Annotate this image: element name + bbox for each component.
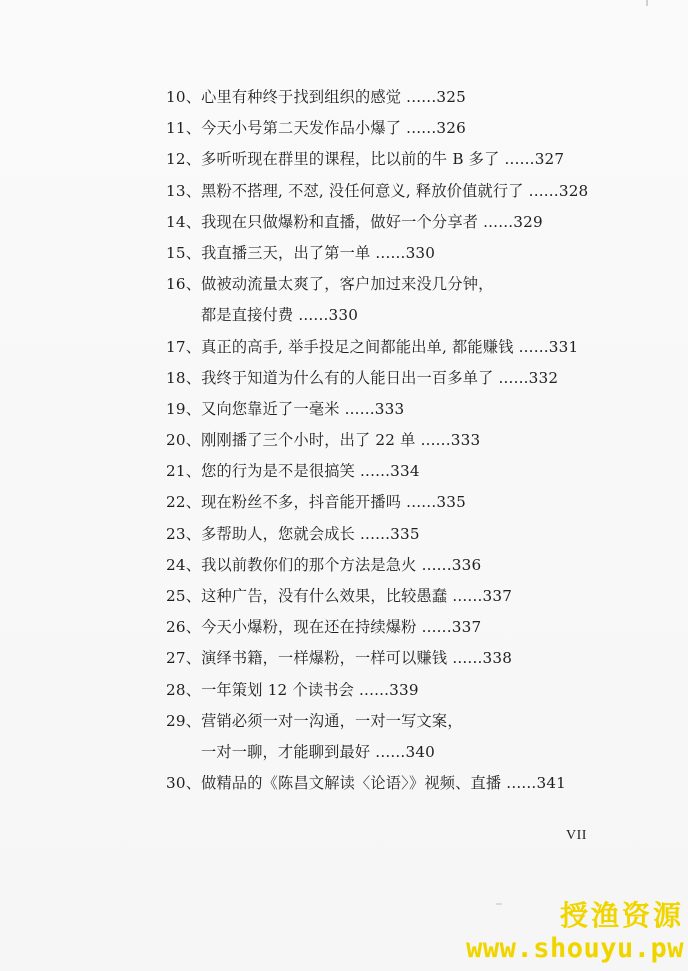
toc-entry: 10、心里有种终于找到组织的感觉 ......325 <box>166 88 466 106</box>
toc-entry: 22、现在粉丝不多，抖音能开播吗 ......335 <box>166 493 466 512</box>
toc-entry: 24、我以前教你们的那个方法是急火 ......336 <box>166 555 482 574</box>
toc-entry-continuation: 都是直接付费 ......330 <box>201 306 359 325</box>
toc-entry: 30、做精品的《陈昌文解读〈论语〉》视频、直播 ......341 <box>166 774 567 793</box>
table-of-contents <box>166 87 636 804</box>
toc-entry: 19、又向您靠近了一毫米 ......333 <box>166 399 405 418</box>
toc-entry: 15、我直播三天，出了第一单 ......330 <box>166 243 436 262</box>
toc-entry: 12、多听听现在群里的课程，比以前的牛 B 多了 ......327 <box>166 150 565 169</box>
toc-entry: 23、多帮助人，您就会成长 ......335 <box>166 524 420 543</box>
toc-entry: 17、真正的高手, 举手投足之间都能出单, 都能赚钱 ......331 <box>166 337 579 356</box>
toc-entry: 16、做被动流量太爽了，客户加过来没几分钟， <box>166 275 494 294</box>
page-number: VII <box>566 828 587 843</box>
toc-entry: 29、营销必须一对一沟通，一对一写文案， <box>166 711 463 730</box>
toc-entry: 27、演绎书籍，一样爆粉，一样可以赚钱 ......338 <box>166 649 513 668</box>
toc-entry: 25、这种广告，没有什么效果，比较愚蠢 ......337 <box>166 587 513 605</box>
watermark <box>466 899 684 965</box>
watermark-url: www.shouyu.pw <box>466 933 684 964</box>
scan-mark <box>646 0 648 6</box>
toc-entry-continuation: 一对一聊，才能聊到最好 ......340 <box>201 742 436 761</box>
toc-entry: 14、我现在只做爆粉和直播，做好一个分享者 ......329 <box>166 212 543 231</box>
toc-entry: 11、今天小号第二天发作品小爆了 ......326 <box>166 119 466 138</box>
watermark-title: 授渔资源 <box>559 899 684 932</box>
toc-entry: 21、您的行为是不是很搞笑 ......334 <box>166 462 420 481</box>
toc-entry: 13、黑粉不搭理, 不怼, 没任何意义, 释放价值就行了 ......328 <box>166 181 589 200</box>
toc-entry: 28、一年策划 12 个读书会 ......339 <box>166 680 419 699</box>
toc-entry: 26、今天小爆粉，现在还在持续爆粉 ......337 <box>166 618 482 637</box>
toc-entry: 18、我终于知道为什么有的人能日出一百多单了 ......332 <box>166 368 559 387</box>
toc-entry: 20、刚刚播了三个小时，出了 22 单 ......333 <box>166 431 481 450</box>
